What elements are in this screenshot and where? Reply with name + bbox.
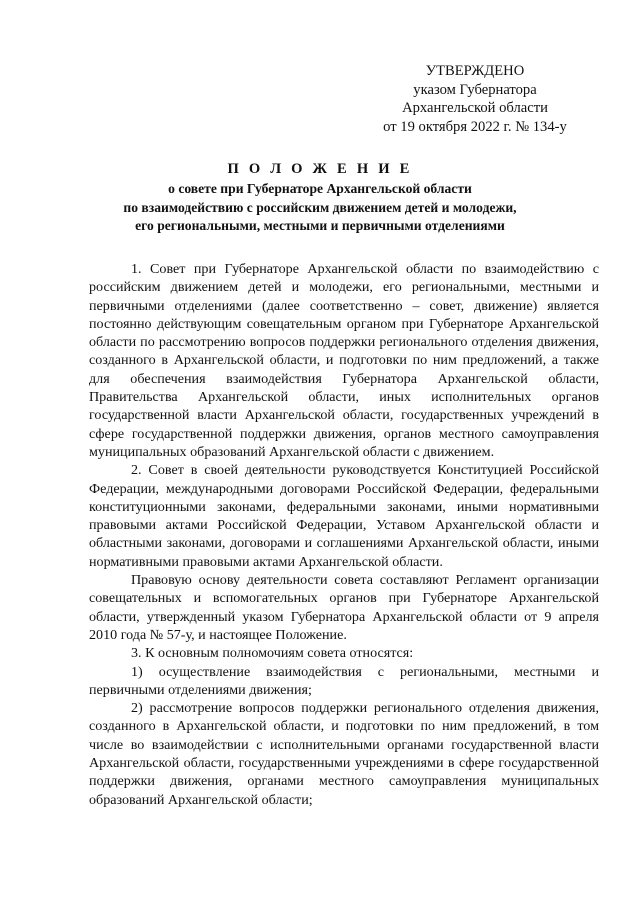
approval-line-1: УТВЕРЖДЕНО — [425, 63, 525, 79]
title-subtitle-2: по взаимодействию с российским движением детей и молодежи, — [123, 199, 517, 215]
paragraph-4: 3. К основным полномочиям совета относятся: — [131, 645, 414, 662]
paragraph-3: Правовую основу деятельности совета составляют Регламент организации совещательных и вспомогательных органов при Губернаторе Архангельской области, утвержденный указом Губернатора Архангельской области от 9 апреля 2010 года № 57-у, и настоящее Положение. — [89, 572, 599, 643]
paragraph-6: 2) рассмотрение вопросов поддержки регионального отделения движения, созданного в Архангельской области, и подготовки по ним предложений, в том числе во взаимодействии с исполнительными органами государственной власти Архангельской области, государственными учреждениями в сфере государственной поддержки движения, органами местного самоуправления муниципальных образований Архангельской области; — [89, 700, 599, 808]
paragraph-5: 1) осуществление взаимодействия с региональными, местными и первичными отделениями движения; — [89, 663, 599, 698]
approval-line-4: от 19 октября 2022 г. № 134-у — [383, 118, 567, 135]
paragraph-1: 1. Совет при Губернаторе Архангельской области по взаимодействию с российским движением детей и молодежи, его региональными, местными и первичными отделениями (далее соответственно – совет, движение) является постоянно действующим совещательным органом при Губернаторе Архангельской области по рассмотрению вопросов поддержки регионального отделения движения, созданного в Архангельской области, и подготовки по ним предложений, а также для обеспечения взаимодействия Губернатора Архангельской области, Правительства Архангельской области, иных исполнительных органов государственной власти Архангельской области, государственных учреждений в сфере государственной поддержки движения, органов местного самоуправления муниципальных образований Архангельской области с движением. — [89, 261, 599, 460]
approval-line-2: указом Губернатора — [413, 81, 537, 98]
paragraph-2: 2. Совет в своей деятельности руководствуется Конституцией Российской Федерации, международными договорами Российской Федерации, федеральными конституционными законами, федеральными законами, иными нормативными правовыми актами Российской Федерации, Уставом Архангельской области и областными законами, договорами и соглашениями Архангельской области, иными нормативными правовыми актами Архангельской области. — [89, 462, 599, 570]
document-body — [89, 260, 599, 809]
approval-stamp — [370, 62, 580, 136]
approval-line-3: Архангельской области — [402, 100, 548, 116]
title-main: П О Л О Ж Е Н И Е — [227, 161, 413, 177]
title-subtitle-3: его региональными, местными и первичными отделениями — [135, 218, 505, 234]
document-title — [60, 160, 580, 236]
title-subtitle-1: о совете при Губернаторе Архангельской области — [168, 181, 472, 197]
